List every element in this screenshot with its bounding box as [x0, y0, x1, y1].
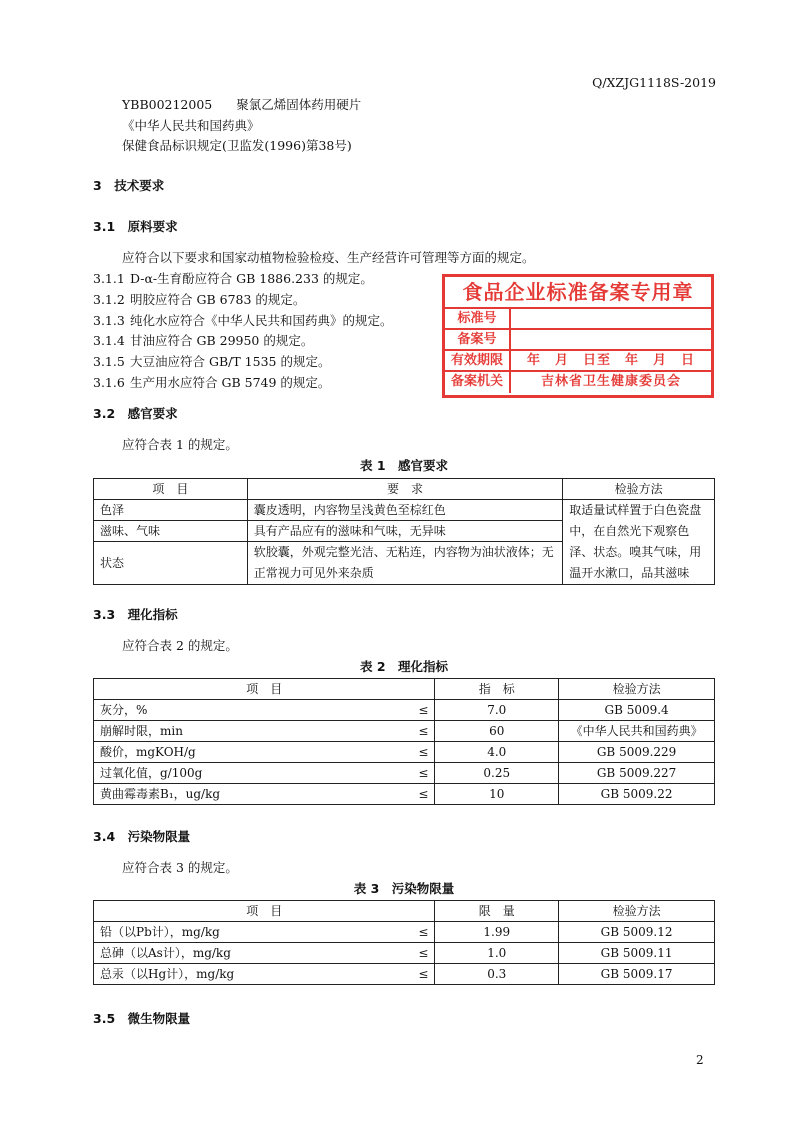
section-3-3-intro: 应符合表 2 的规定。: [122, 638, 238, 653]
section-3-1-heading: 3.1 原料要求: [93, 219, 178, 234]
ref-2: 《中华人民共和国药典》: [122, 118, 260, 133]
cell-operator: ≤: [408, 700, 435, 721]
cell-method: GB 5009.11: [559, 943, 715, 964]
stamp-row: [445, 309, 711, 330]
col-header: 检验方法: [563, 479, 715, 500]
table-row: [94, 700, 715, 721]
item-text: 明胶应符合 GB 6783 的规定。: [130, 291, 306, 307]
cell-value: 7.0: [435, 700, 559, 721]
cell-item: 酸价，mgKOH/g: [94, 742, 408, 763]
table-row: [94, 763, 715, 784]
item-number: 3.1.5: [93, 354, 125, 370]
cell-item: 黄曲霉毒素B₁，ug/kg: [94, 784, 408, 805]
document-code: Q/XZJG1118S-2019: [592, 75, 716, 90]
col-header: 项 目: [94, 901, 435, 922]
cell-method: 取适量试样置于白色瓷盘中，在自然光下观察色泽、状态。嗅其气味，用温开水漱口，品其滋味: [563, 500, 715, 585]
cell-operator: ≤: [408, 742, 435, 763]
ref-3: 保健食品标识规定(卫监发(1996)第38号): [122, 138, 352, 153]
stamp-label: 备案号: [445, 330, 511, 349]
list-item: [93, 354, 330, 370]
col-header: 限 量: [435, 901, 559, 922]
cell-value: 0.3: [435, 964, 559, 985]
table-row: [94, 742, 715, 763]
table-1-sensory: [93, 478, 715, 585]
item-text: 甘油应符合 GB 29950 的规定。: [130, 333, 314, 349]
cell-method: GB 5009.17: [559, 964, 715, 985]
cell-operator: ≤: [408, 943, 435, 964]
list-item: [93, 333, 313, 349]
list-item: [93, 292, 305, 308]
cell-item: 崩解时限，min: [94, 721, 408, 742]
table-row: [94, 922, 715, 943]
stamp-value: [511, 309, 711, 328]
col-header: 指 标: [435, 679, 559, 700]
stamp-value: [511, 330, 711, 349]
section-3-2-heading: 3.2 感官要求: [93, 406, 178, 421]
col-header: 项 目: [94, 479, 248, 500]
table-row: [94, 964, 715, 985]
col-header: 项 目: [94, 679, 435, 700]
list-item: [93, 375, 330, 391]
cell-value: 1.99: [435, 922, 559, 943]
cell: 囊皮透明，内容物呈浅黄色至棕红色: [247, 500, 562, 521]
cell-method: GB 5009.4: [559, 700, 715, 721]
section-3-1-intro: 应符合以下要求和国家动植物检验检疫、生产经营许可管理等方面的规定。: [122, 250, 535, 265]
stamp-value: 年 月 日至 年 月 日: [526, 353, 695, 368]
section-3-3-heading: 3.3 理化指标: [93, 607, 178, 622]
stamp-label: 有效期限: [445, 351, 511, 370]
col-header: 检验方法: [559, 679, 715, 700]
section-3-5-heading: 3.5 微生物限量: [93, 1011, 191, 1026]
section-3-2-intro: 应符合表 1 的规定。: [122, 437, 238, 452]
stamp-label: 备案机关: [445, 372, 511, 393]
item-text: 生产用水应符合 GB 5749 的规定。: [130, 375, 331, 390]
ref-code: YBB00212005: [122, 97, 213, 112]
stamp-label: 标准号: [445, 309, 511, 328]
table-row: [94, 784, 715, 805]
section-3-4-heading: 3.4 污染物限量: [93, 829, 191, 844]
cell-operator: ≤: [408, 964, 435, 985]
cell: 状态: [94, 542, 248, 585]
item-number: 3.1.3: [93, 312, 125, 328]
stamp-row: [445, 330, 711, 351]
table-3-contaminants: [93, 900, 715, 985]
cell-operator: ≤: [408, 784, 435, 805]
cell: 软胶囊，外观完整光洁、无粘连，内容物为油状液体；无正常视力可见外来杂质: [247, 542, 562, 585]
table-1-caption: 表 1 感官要求: [359, 458, 449, 473]
cell-value: 60: [435, 721, 559, 742]
cell: 色泽: [94, 500, 248, 521]
item-text: 大豆油应符合 GB/T 1535 的规定。: [130, 354, 331, 370]
item-text: 纯化水应符合《中华人民共和国药典》的规定。: [130, 312, 393, 328]
table-row: [94, 500, 715, 521]
page-number: 2: [696, 1053, 704, 1067]
item-number: 3.1.2: [93, 291, 125, 307]
cell-method: GB 5009.12: [559, 922, 715, 943]
cell-method: GB 5009.22: [559, 784, 715, 805]
item-text: D-α-生育酚应符合 GB 1886.233 的规定。: [130, 271, 373, 286]
cell-operator: ≤: [408, 922, 435, 943]
stamp-title: 食品企业标准备案专用章: [445, 277, 711, 309]
stamp-row: [445, 351, 711, 372]
table-2-physchem: [93, 678, 715, 805]
cell: 具有产品应有的滋味和气味，无异味: [247, 521, 562, 542]
item-number: 3.1.6: [93, 375, 125, 390]
section-3-heading: 3 技术要求: [93, 178, 165, 193]
stamp-value: 吉林省卫生健康委员会: [540, 374, 681, 389]
cell-item: 总汞（以Hg计），mg/kg: [94, 964, 408, 985]
cell-item: 铅（以Pb计），mg/kg: [94, 922, 408, 943]
filing-seal-stamp: [442, 274, 714, 398]
list-item: [93, 313, 393, 329]
item-number: 3.1.4: [93, 333, 125, 349]
cell-item: 总砷（以As计），mg/kg: [94, 943, 408, 964]
item-number: 3.1.1: [93, 271, 125, 286]
list-item: [93, 271, 373, 287]
cell-value: 0.25: [435, 763, 559, 784]
table-row: [94, 943, 715, 964]
cell-item: 灰分，%: [94, 700, 408, 721]
table-row: [94, 721, 715, 742]
cell-value: 10: [435, 784, 559, 805]
section-3-4-intro: 应符合表 3 的规定。: [122, 860, 238, 875]
col-header: 检验方法: [559, 901, 715, 922]
col-header: 要 求: [247, 479, 562, 500]
table-3-caption: 表 3 污染物限量: [353, 881, 455, 896]
cell-method: 《中华人民共和国药典》: [559, 721, 715, 742]
ref-title: 聚氯乙烯固体药用硬片: [236, 97, 362, 112]
cell: 滋味、气味: [94, 521, 248, 542]
ref-1: [122, 97, 361, 113]
cell-operator: ≤: [408, 763, 435, 784]
cell-value: 1.0: [435, 943, 559, 964]
cell-operator: ≤: [408, 721, 435, 742]
cell-method: GB 5009.229: [559, 742, 715, 763]
cell-method: GB 5009.227: [559, 763, 715, 784]
cell-value: 4.0: [435, 742, 559, 763]
table-2-caption: 表 2 理化指标: [359, 659, 449, 674]
stamp-row: [445, 372, 711, 393]
cell-item: 过氧化值，g/100g: [94, 763, 408, 784]
